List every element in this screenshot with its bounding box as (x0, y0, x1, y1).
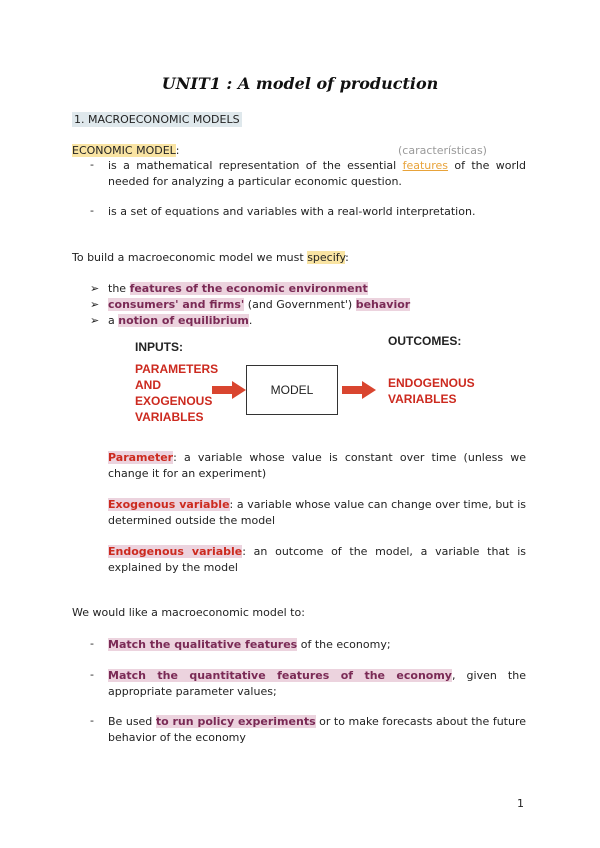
goal-3-post: or to make forecasts about the future behavior of the economy (108, 715, 526, 744)
def-exogenous-text: : a variable whose value can change over time, but is determined outside the model (108, 498, 526, 527)
would-like-sentence: We would like a macroeconomic model to: (72, 606, 305, 619)
list-item-2 (108, 298, 410, 311)
endo-line-2: VARIABLES (388, 392, 457, 406)
goal-3-pre: Be used (108, 715, 156, 728)
section-heading: 1. MACROECONOMIC MODELS (74, 113, 240, 126)
build-sentence (72, 251, 349, 264)
list-arrow-3: ➢ (90, 314, 100, 327)
econ-bullet-1-dash: - (90, 158, 94, 171)
params-line-1: PARAMETERS (135, 362, 219, 376)
def-endogenous-term: Endogenous variable (108, 545, 243, 558)
caracteristicas-note: (características) (398, 144, 487, 157)
model-box (246, 365, 338, 415)
list-arrow-2: ➢ (90, 298, 100, 311)
list-item-2-mid: (and Government') (244, 298, 356, 311)
list-item-1 (108, 282, 368, 295)
page-number: 1 (517, 797, 524, 810)
list-arrow-1: ➢ (90, 282, 100, 295)
build-post: : (345, 251, 349, 264)
params-line-4: VARIABLES (135, 410, 204, 424)
goal-2 (108, 668, 526, 700)
def-parameter-text: : a variable whose value is constant over time (unless we change it for an experiment) (108, 451, 526, 480)
list-item-2-hl: consumers' and firms' (108, 298, 245, 311)
econ-bullet-1-pre: is a mathematical representation of the essential (108, 159, 403, 172)
def-exogenous-term: Exogenous variable (108, 498, 230, 511)
specify-highlight: specify (307, 251, 346, 264)
endogenous-label (388, 375, 475, 407)
def-exogenous (108, 497, 526, 529)
economic-model-term: ECONOMIC MODEL (72, 144, 176, 157)
params-line-2: AND (135, 378, 161, 392)
econ-bullet-1-post: of the world needed for analyzing a particular economic question. (108, 159, 526, 188)
page-title: UNIT1 : A model of production (161, 74, 439, 93)
goal-1-hl: Match the qualitative features (108, 638, 298, 651)
list-item-1-hl: features of the economic environment (129, 282, 368, 295)
list-item-3-post: . (248, 314, 253, 327)
build-pre: To build a macroeconomic model we must (72, 251, 308, 264)
params-line-3: EXOGENOUS (135, 394, 213, 408)
list-item-3 (108, 314, 252, 327)
list-item-2-hl2: behavior (355, 298, 411, 311)
inputs-label: INPUTS: (135, 340, 183, 354)
def-endogenous-text: : an outcome of the model, a variable that is explained by the model (108, 545, 526, 574)
list-item-3-pre: a (108, 314, 119, 327)
endo-line-1: ENDOGENOUS (388, 376, 475, 390)
def-parameter-term: Parameter (108, 451, 174, 464)
model-label: MODEL (270, 383, 314, 397)
outcomes-label: OUTCOMES: (388, 334, 462, 348)
goal-1 (108, 637, 526, 653)
goal-2-dash: - (90, 668, 94, 681)
goal-3 (108, 714, 526, 746)
parameters-exogenous-label (135, 361, 218, 425)
output-arrow-icon (342, 380, 376, 400)
def-parameter (108, 450, 526, 482)
features-link[interactable]: features (402, 159, 449, 172)
econ-bullet-1 (108, 158, 526, 190)
input-arrow-icon (212, 380, 246, 400)
economic-model-label (72, 144, 180, 157)
goal-1-dash: - (90, 637, 94, 650)
goal-2-hl: Match the quantitative features of the economy (108, 669, 452, 682)
list-item-3-hl: notion of equilibrium (118, 314, 249, 327)
economic-model-colon: : (175, 144, 180, 157)
list-item-1-pre: the (108, 282, 130, 295)
def-endogenous (108, 544, 526, 576)
goal-3-hl: to run policy experiments (155, 715, 316, 728)
goal-3-dash: - (90, 714, 94, 727)
econ-bullet-2: is a set of equations and variables with a real-world interpretation. (108, 205, 476, 218)
goal-2-post: , given the appropriate parameter values; (108, 669, 526, 698)
goal-1-post: of the economy; (297, 638, 391, 651)
econ-bullet-2-dash: - (90, 204, 94, 217)
